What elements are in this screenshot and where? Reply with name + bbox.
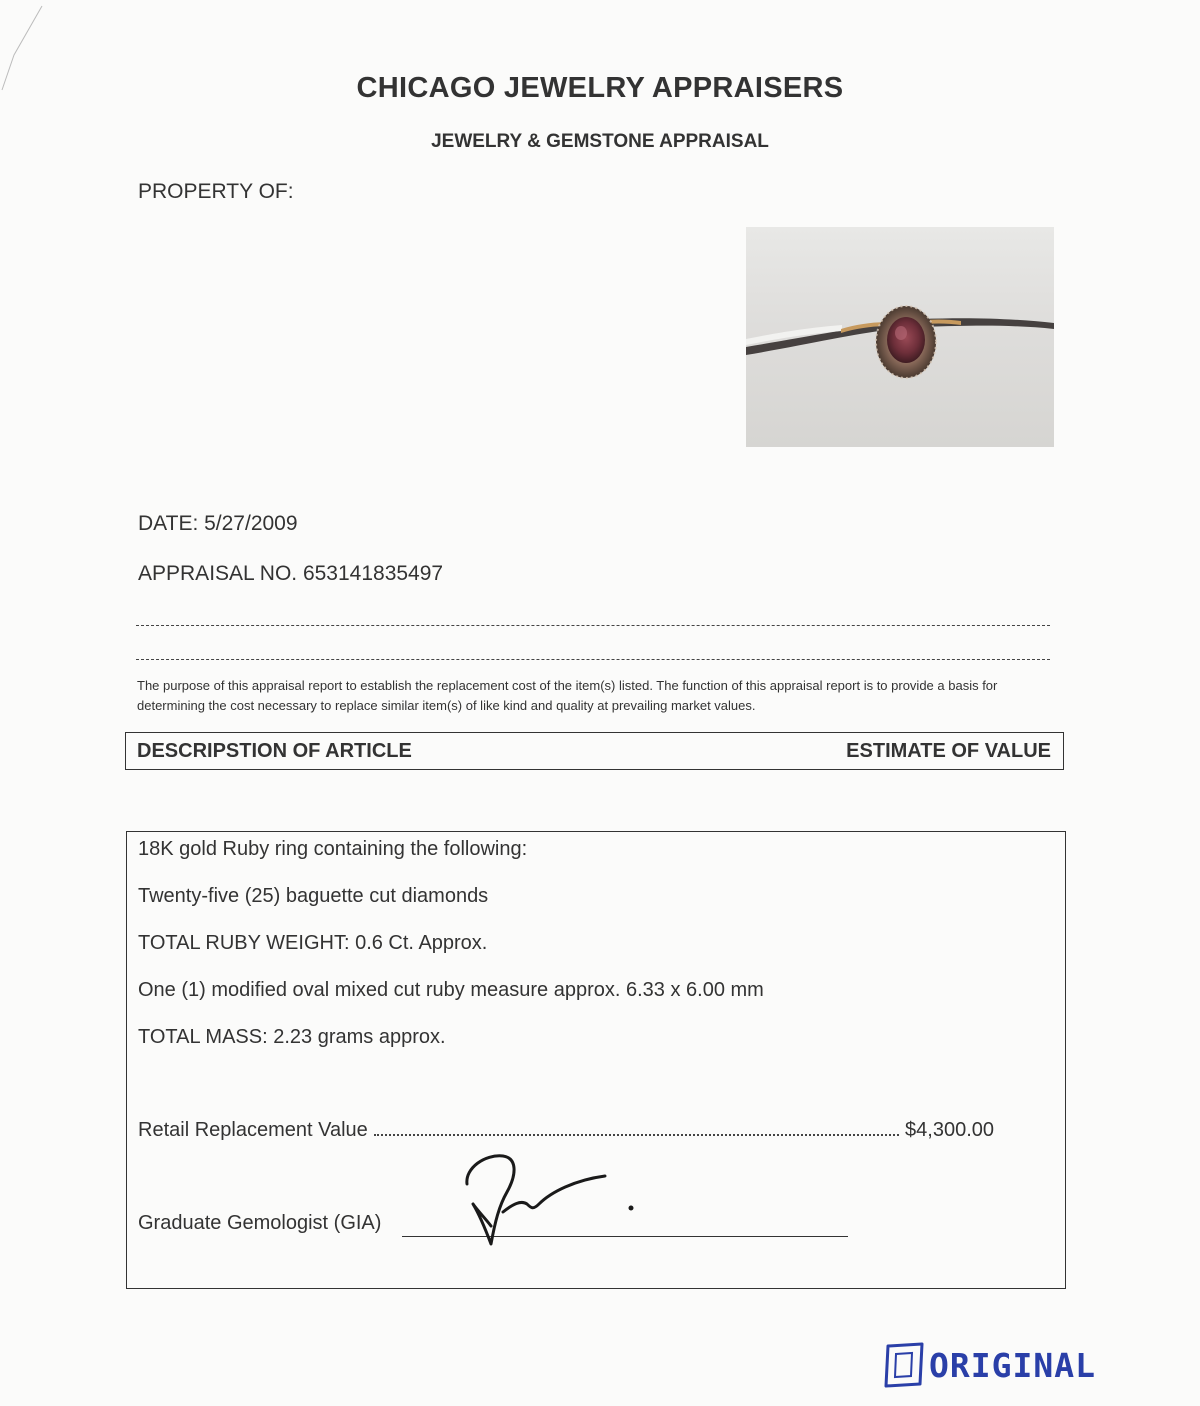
original-stamp-text: ORIGINAL [929, 1346, 1096, 1385]
table-header [125, 732, 1064, 770]
document-subtitle: JEWELRY & GEMSTONE APPRAISAL [431, 131, 769, 152]
dashed-divider [136, 659, 1050, 660]
description-line: Twenty-five (25) baguette cut diamonds [138, 885, 489, 907]
retail-value-label: Retail Replacement Value [138, 1119, 368, 1141]
dot-leader [374, 1134, 899, 1136]
description-line: One (1) modified oval mixed cut ruby measure approx. 6.33 x 6.00 mm [138, 979, 764, 1001]
estimate-column-header: ESTIMATE OF VALUE [846, 740, 1051, 762]
company-title: CHICAGO JEWELRY APPRAISERS [356, 72, 844, 104]
appraisal-number: APPRAISAL NO. 653141835497 [138, 562, 444, 585]
ring-photo [746, 227, 1054, 447]
property-of-label: PROPERTY OF: [138, 180, 294, 203]
appraisal-date: DATE: 5/27/2009 [138, 512, 298, 535]
ring-photo-image [746, 227, 1054, 447]
retail-value-row [138, 1119, 994, 1142]
dashed-divider [136, 625, 1050, 626]
description-line: 18K gold Ruby ring containing the following: [138, 838, 528, 860]
gemologist-label: Graduate Gemologist (GIA) [138, 1212, 382, 1234]
retail-value-amount: $4,300.00 [905, 1119, 994, 1141]
purpose-statement: The purpose of this appraisal report to establish the replacement cost of the item(s) listed. The function of this appraisal report is to provide a basis for determining the cost necessary to replace similar item(s) of like kind and quality at prevailing market values. [137, 678, 998, 713]
description-line: TOTAL RUBY WEIGHT: 0.6 Ct. Approx. [138, 932, 488, 954]
description-line: TOTAL MASS: 2.23 grams approx. [138, 1026, 446, 1048]
description-column-header: DESCRIPSTION OF ARTICLE [137, 740, 412, 762]
gemologist-signature [455, 1148, 655, 1252]
